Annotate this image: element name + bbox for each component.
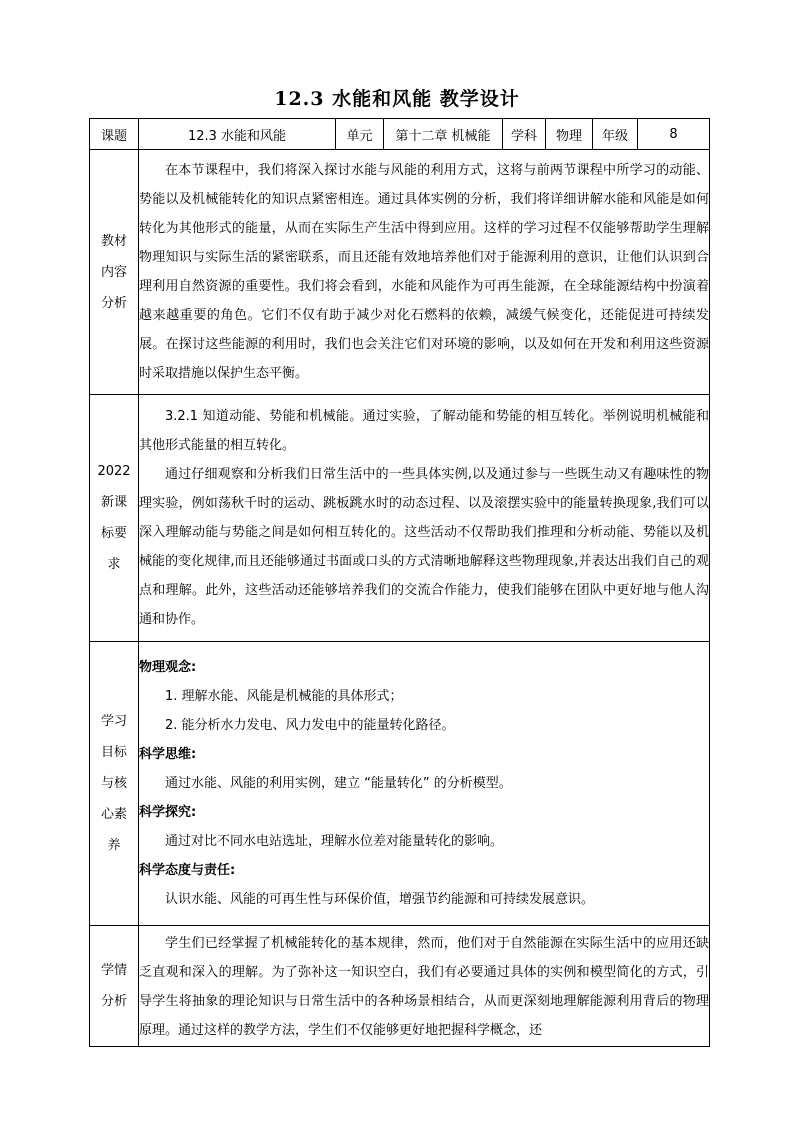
goals-label xyxy=(90,642,139,926)
standard-label-line: 标要 xyxy=(100,526,127,541)
subject-label: 学科 xyxy=(503,119,546,150)
topic-value: 12.3 水能和风能 xyxy=(139,119,336,150)
standard-row xyxy=(90,395,710,642)
unit-label: 单元 xyxy=(336,119,384,150)
standard-paragraph-2: 通过仔细观察和分析我们日常生活中的一些具体实例,以及通过参与一些既生动又有趣味性的物理实验，例如荡秋千时的运动、跳板跳水时的动态过程、以及滚摆实验中的能量转换现象,我们可以深入理解动能与势能之间是如何相互转化的。这些活动不仅帮助我们推理和分析动能、势能以及机械能的变化规律,而且还能够通过书面或口头的方式清晰地解释这些物理现象,并表达出我们自己的观点和理解。此外，这些活动还能够培养我们的交流合作能力，使我们能够在团队中更好地与他人沟通和协作。 xyxy=(139,467,709,627)
lesson-plan-table xyxy=(89,118,710,1047)
inquiry-heading: 科学探究: xyxy=(139,805,197,820)
thinking-heading: 科学思维: xyxy=(139,747,197,762)
standard-content xyxy=(139,395,710,642)
unit-value: 第十二章 机械能 xyxy=(384,119,503,150)
standard-label-line: 2022 xyxy=(97,464,131,479)
material-content xyxy=(139,150,710,395)
learner-paragraph: 学生们已经掌握了机械能转化的基本规律，然而，他们对于自然能源在实际生活中的应用还缺乏直观和深入的理解。为了弥补这一知识空白，我们有必要通过具体的实例和模型简化的方式，引导学生将抽象的理论知识与日常生活中的各种场景相结合，从而更深刻地理解能源利用背后的物理原理。通过这样的教学方法，学生们不仅能够更好地把握科学概念，还 xyxy=(139,936,709,1038)
material-label-line: 分析 xyxy=(100,295,127,311)
goals-label-line: 与核 xyxy=(100,776,127,791)
goals-content xyxy=(139,642,710,926)
grade-label: 年级 xyxy=(593,119,638,150)
learner-label xyxy=(90,926,139,1047)
material-row xyxy=(90,150,710,395)
inquiry-text: 通过对比不同水电站选址，理解水位差对能量转化的影响。 xyxy=(165,834,504,849)
standard-label xyxy=(90,395,139,642)
grade-value: 8 xyxy=(638,119,710,150)
thinking-text: 通过水能、风能的利用实例，建立 “能量转化” 的分析模型。 xyxy=(165,776,512,791)
page-title: 12.3 水能和风能 教学设计 xyxy=(274,88,520,110)
concept-item-1: 1. 理解水能、风能是机械能的具体形式； xyxy=(165,689,403,704)
goals-label-line: 目标 xyxy=(100,745,127,760)
goals-label-line: 心素 xyxy=(100,807,127,822)
standard-paragraph-1: 3.2.1 知道动能、势能和机械能。通过实验，了解动能和势能的相互转化。举例说明机械能和其他形式能量的相互转化。 xyxy=(139,409,709,453)
material-paragraph: 在本节课程中，我们将深入探讨水能与风能的利用方式，这将与前两节课程中所学习的动能、势能以及机械能转化的知识点紧密相连。通过具体实例的分析，我们将详细讲解水能和风能是如何转化为其他形式的能量，从而在实际生产生活中得到应用。这样的学习过程不仅能够帮助学生理解物理知识与实际生活的紧密联系，而且还能有效地培养他们对于能源利用的意识，让他们认识到合理利用自然资源的重要性。我们将会看到，水能和风能作为可再生能源，在全球能源结构中扮演着越来越重要的角色。它们不仅有助于减少对化石燃料的依赖，减缓气候变化，还能促进可持续发展。在探讨这些能源的利用时，我们也会关注它们对环境的影响，以及如何在开发和利用这些资源时采取措施以保护生态平衡。 xyxy=(139,163,709,381)
topic-label: 课题 xyxy=(90,119,139,150)
learner-row xyxy=(90,926,710,1047)
material-label xyxy=(90,150,139,395)
material-label-line: 内容 xyxy=(100,264,127,280)
attitude-text: 认识水能、风能的可再生性与环保价值，增强节约能源和可持续发展意识。 xyxy=(165,892,595,907)
header-row xyxy=(90,119,710,150)
standard-label-line: 新课 xyxy=(100,495,127,510)
material-label-line: 教材 xyxy=(100,233,127,249)
concept-heading: 物理观念: xyxy=(139,660,197,675)
subject-value: 物理 xyxy=(546,119,593,150)
learner-label-line: 学情 xyxy=(100,963,127,978)
learner-content xyxy=(139,926,710,1047)
attitude-heading: 科学态度与责任: xyxy=(139,863,236,878)
concept-item-2: 2. 能分析水力发电、风力发电中的能量转化路径。 xyxy=(165,718,455,733)
learner-label-line: 分析 xyxy=(100,994,127,1009)
learner-clip xyxy=(139,929,709,1044)
goals-row xyxy=(90,642,710,926)
goals-label-line: 养 xyxy=(107,838,121,853)
standard-label-line: 求 xyxy=(107,557,121,572)
goals-label-line: 学习 xyxy=(100,714,127,729)
